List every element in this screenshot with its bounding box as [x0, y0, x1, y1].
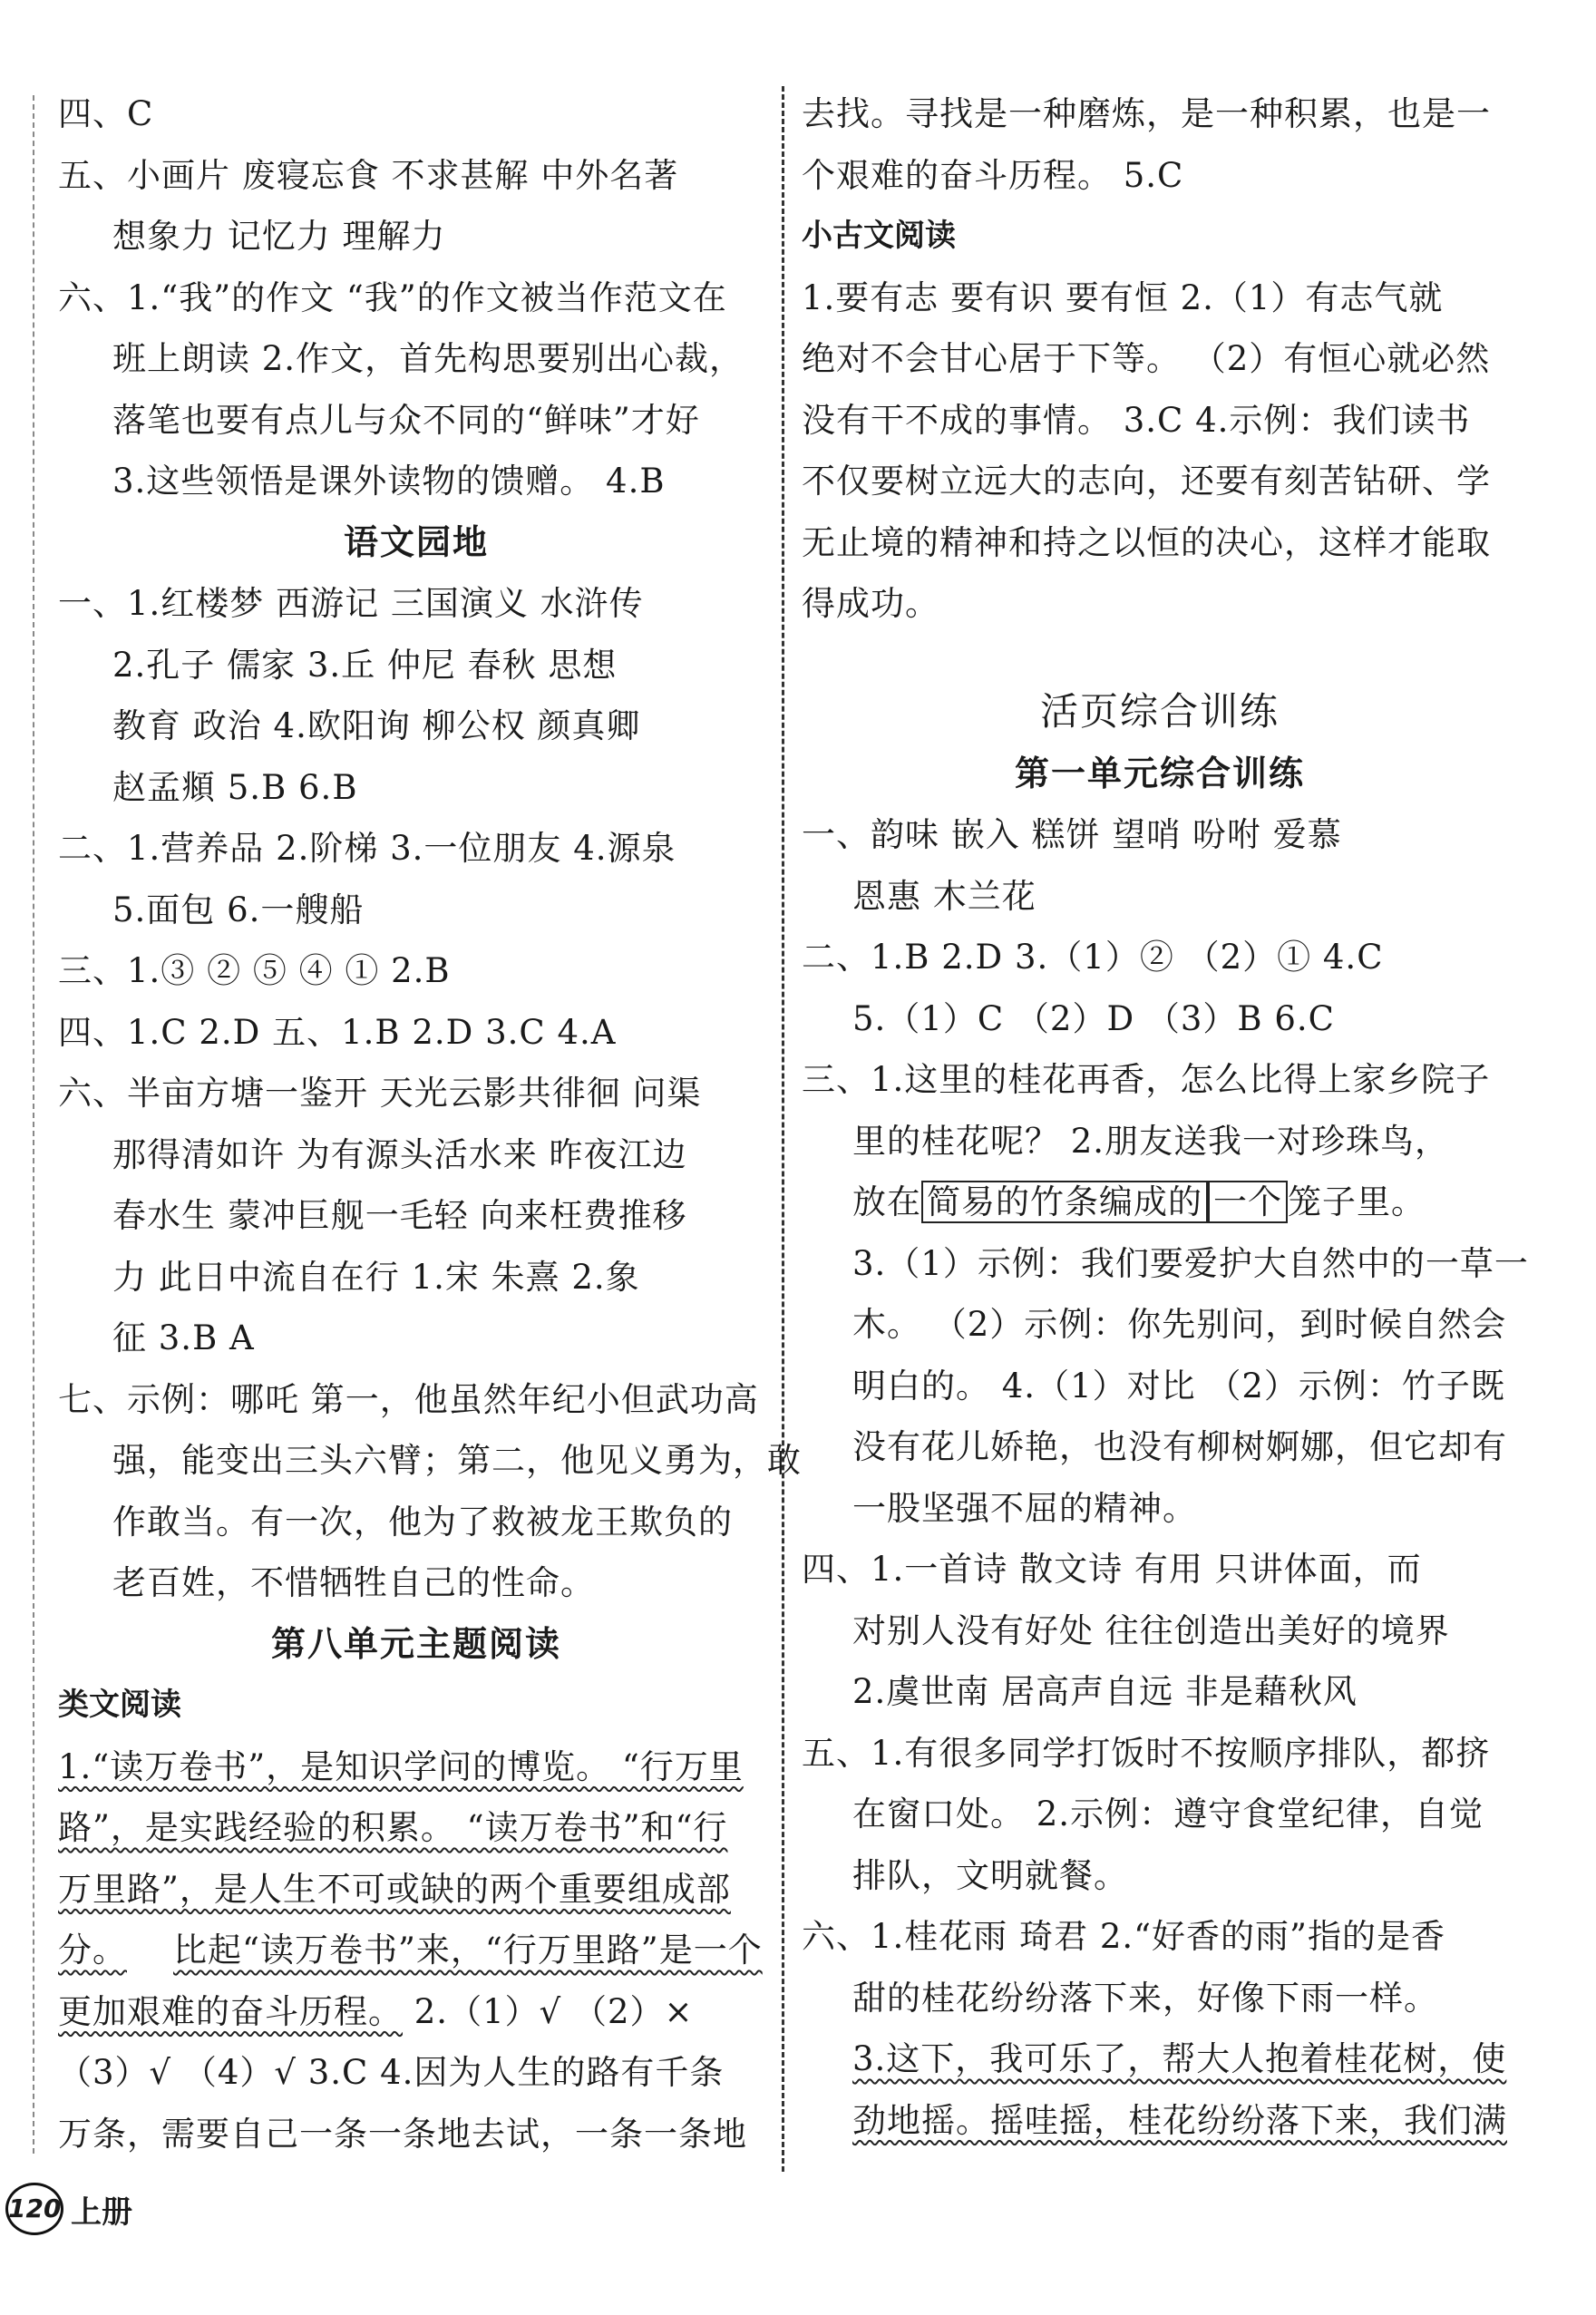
answer-line: 一、韵味 嵌入 糕饼 望哨 吩咐 爱慕 — [802, 815, 1342, 854]
answer-line: 万里路”，是人生不可或缺的两个重要组成部 — [58, 1869, 731, 1909]
answer-line: 1.“读万卷书”，是知识学问的博览。 “行万里 — [58, 1746, 744, 1786]
answer-line: 春水生 蒙冲巨舰一毛轻 向来枉费推移 — [112, 1196, 687, 1235]
answer-line: 分。 比起“读万卷书”来，“行万里路”是一个 — [58, 1931, 763, 1970]
answer-line: 老百姓，不惜牺牲自己的性命。 — [112, 1563, 595, 1602]
answer-line: 得成功。 — [802, 584, 939, 623]
answer-line: 作敢当。有一次，他为了救被龙王欺负的 — [112, 1502, 733, 1542]
answer-line: 明白的。 4.（1）对比 （2）示例：竹子既 — [852, 1366, 1505, 1406]
answer-line: 5.面包 6.一艘船 — [112, 890, 365, 929]
answer-line: 绝对不会甘心居于下等。 （2）有恒心就必然 — [802, 339, 1491, 378]
right-column — [802, 83, 1529, 2151]
answer-line: 四、1.C 2.D 五、1.B 2.D 3.C 4.A — [58, 1012, 617, 1052]
answer-line: 万条，需要自己一条一条地去试，一条一条地 — [58, 2114, 747, 2154]
page-number: 120 — [5, 2183, 63, 2235]
answer-line: 力 此日中流自在行 1.宋 朱熹 2.象 — [112, 1257, 640, 1297]
answer-line: 征 3.B A — [112, 1318, 255, 1357]
answer-line: 更加艰难的奋斗历程。 2.（1）√ （2）× — [58, 1991, 694, 2031]
heading-unit8-reading: 第八单元主题阅读 — [270, 1623, 561, 1664]
answer-line: 四、1.一首诗 散文诗 有用 只讲体面，而 — [802, 1550, 1422, 1589]
answer-line: 五、1.有很多同学打饭时不按顺序排队，都挤 — [802, 1733, 1491, 1773]
answer-line: 没有干不成的事情。 3.C 4.示例：我们读书 — [802, 400, 1471, 440]
answer-line: 2.虞世南 居高声自远 非是藉秋风 — [852, 1672, 1358, 1711]
answer-line: 不仅要树立远大的志向，还要有刻苦钻研、学 — [802, 462, 1491, 501]
answer-line: 落笔也要有点儿与众不同的“鲜味”才好 — [112, 400, 700, 440]
answer-line: 四、C — [58, 94, 154, 133]
answer-line: 5.（1）C （2）D （3）B 6.C — [852, 998, 1335, 1038]
answer-line: 三、1.③ ② ⑤ ④ ① 2.B — [58, 951, 451, 990]
answer-line: 强，能变出三头六臂；第二，他见义勇为，敢 — [112, 1441, 802, 1480]
column-divider — [782, 86, 784, 2172]
page-footer — [5, 2184, 132, 2234]
volume-label: 上册 — [71, 2193, 132, 2231]
answer-line: 二、1.营养品 2.阶梯 3.一位朋友 4.源泉 — [58, 829, 676, 868]
answer-line: 甜的桂花纷纷落下来，好像下雨一样。 — [852, 1978, 1438, 2018]
answer-line: 劲地摇。摇哇摇，桂花纷纷落下来，我们满 — [852, 2100, 1507, 2140]
answer-line: 1.要有志 要有识 要有恒 2.（1）有志气就 — [802, 277, 1444, 317]
boxed-phrase: 一个 — [1208, 1181, 1288, 1223]
boxed-phrase: 简易的竹条编成的 — [921, 1181, 1208, 1223]
answer-line: 赵孟頫 5.B 6.B — [112, 767, 358, 807]
answer-line: 教育 政治 4.欧阳询 柳公权 颜真卿 — [112, 706, 641, 745]
answer-line-boxed: 放在 简易的竹条编成的 一个 笼子里。 — [852, 1182, 1426, 1221]
answer-line: 里的桂花呢？ 2.朋友送我一对珍珠鸟， — [852, 1121, 1450, 1161]
answer-line: 二、1.B 2.D 3.（1）② （2）① 4.C — [802, 938, 1384, 977]
answer-line: 3.这些领悟是课外读物的馈赠。 4.B — [112, 462, 666, 501]
answer-line: 无止境的精神和持之以恒的决心，这样才能取 — [802, 522, 1491, 562]
answer-line: 恩惠 木兰花 — [852, 876, 1036, 916]
answer-line: 想象力 记忆力 理解力 — [112, 217, 446, 256]
answer-line: 木。 （2）示例：你先别问，到时候自然会 — [852, 1305, 1507, 1344]
answer-line: （3）√ （4）√ 3.C 4.因为人生的路有千条 — [58, 2053, 725, 2092]
left-column — [58, 83, 802, 2164]
binding-edge-line — [33, 95, 34, 2154]
answer-line: 没有花儿娇艳，也没有柳树婀娜，但它却有 — [852, 1427, 1507, 1466]
heading-huoye-training: 活页综合训练 — [1039, 688, 1280, 734]
answer-line: 一、1.红楼梦 西游记 三国演义 水浒传 — [58, 584, 644, 623]
answer-line: 那得清如许 为有源头活水来 昨夜江边 — [112, 1134, 687, 1174]
answer-line: 排队，文明就餐。 — [852, 1855, 1128, 1895]
answer-line: 五、小画片 废寝忘食 不求甚解 中外名著 — [58, 155, 679, 195]
answer-line: 六、1.桂花雨 琦君 2.“好香的雨”指的是香 — [802, 1917, 1445, 1956]
answer-line: 三、1.这里的桂花再香，怎么比得上家乡院子 — [802, 1060, 1491, 1099]
answer-line: 六、1.“我”的作文 “我”的作文被当作范文在 — [58, 277, 727, 317]
answer-line: 一股坚强不屈的精神。 — [852, 1488, 1197, 1528]
subhead-leiwen: 类文阅读 — [58, 1687, 181, 1723]
subhead-xiaoguwen: 小古文阅读 — [802, 218, 956, 254]
answer-line: 在窗口处。 2.示例：遵守食堂纪律，自觉 — [852, 1795, 1484, 1834]
heading-unit1-training: 第一单元综合训练 — [1014, 753, 1305, 793]
answer-line: 3.这下，我可乐了，帮大人抱着桂花树，使 — [852, 2039, 1507, 2078]
answer-line: 七、示例：哪吒 第一，他虽然年纪小但武功高 — [58, 1379, 759, 1419]
answer-line: 3.（1）示例：我们要爱护大自然中的一草一 — [852, 1243, 1529, 1283]
answer-line: 个艰难的奋斗历程。 5.C — [802, 155, 1184, 195]
heading-yuwen-yuandi: 语文园地 — [343, 521, 489, 562]
answer-line: 班上朗读 2.作文，首先构思要别出心裁， — [112, 339, 744, 378]
answer-line: 2.孔子 儒家 3.丘 仲尼 春秋 思想 — [112, 645, 618, 685]
answer-line: 路”，是实践经验的积累。 “读万卷书”和“行 — [58, 1808, 728, 1847]
answer-line: 对别人没有好处 往往创造出美好的境界 — [852, 1610, 1450, 1650]
answer-line: 去找。寻找是一种磨炼，是一种积累，也是一 — [802, 94, 1491, 133]
answer-line: 六、半亩方塘一鉴开 天光云影共徘徊 问渠 — [58, 1074, 702, 1113]
